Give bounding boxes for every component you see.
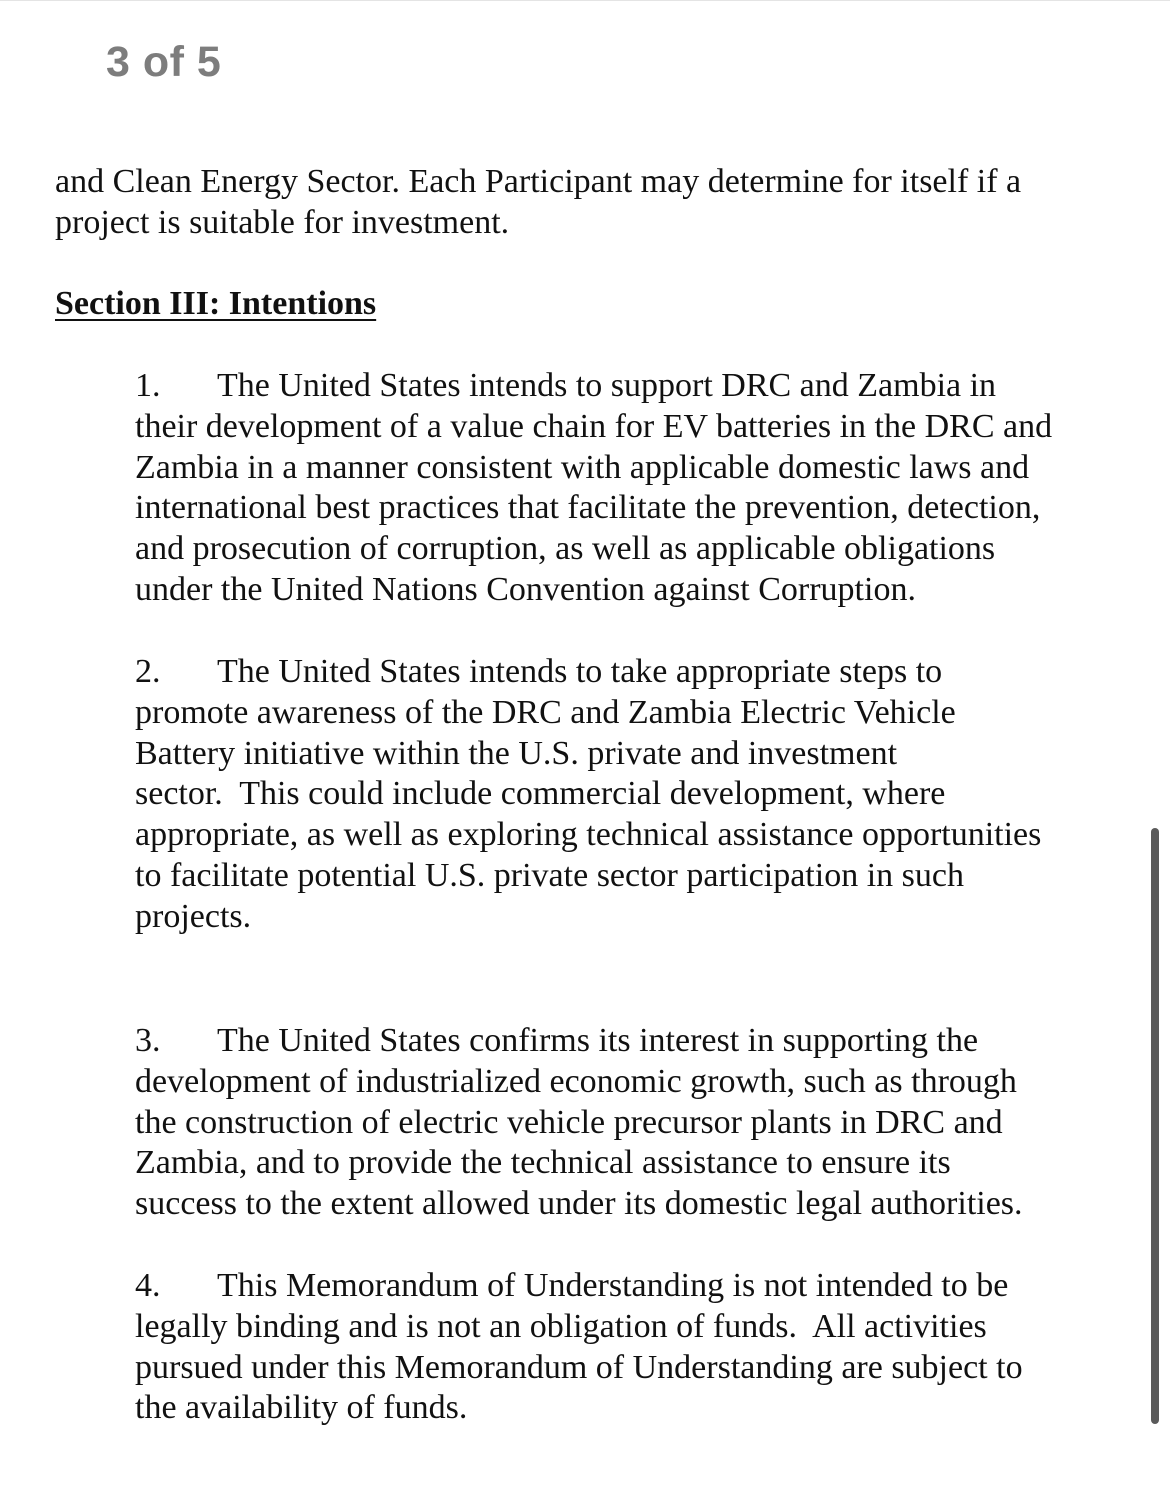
page-indicator: 3 of 5 <box>106 38 222 86</box>
text-line: projects. <box>135 897 252 935</box>
intention-item-3 <box>135 1021 1023 1225</box>
text-line: project is suitable for investment. <box>55 203 510 241</box>
vertical-scrollbar[interactable] <box>1151 828 1159 1424</box>
text-line: appropriate, as well as exploring technical assistance opportunities <box>135 816 1042 854</box>
intention-item-4 <box>135 1266 1023 1429</box>
text-line: pursued under this Memorandum of Understanding are subject to <box>135 1348 1023 1386</box>
text-line: legally binding and is not an obligation of funds. All activities <box>135 1307 987 1345</box>
item-number: 3. <box>135 1022 161 1059</box>
text-line: to facilitate potential U.S. private sector participation in such <box>135 856 964 894</box>
item-first-line <box>135 1021 1023 1062</box>
item-first-line <box>135 652 1041 693</box>
text-line: under the United Nations Convention against Corruption. <box>135 570 916 608</box>
item-first-line <box>135 366 1052 407</box>
intention-item-1 <box>135 366 1052 611</box>
text-line: and prosecution of corruption, as well as applicable obligations <box>135 530 996 568</box>
text-line: The United States intends to support DRC and Zambia in <box>217 367 997 404</box>
text-line: the availability of funds. <box>135 1389 468 1427</box>
text-line: The United States intends to take appropriate steps to <box>217 653 943 690</box>
text-line: Battery initiative within the U.S. private and investment <box>135 734 898 772</box>
item-number: 2. <box>135 653 161 690</box>
item-first-line <box>135 1266 1023 1307</box>
text-line: sector. This could include commercial development, where <box>135 775 946 813</box>
text-line: The United States confirms its interest in supporting the <box>217 1022 979 1059</box>
text-line: Zambia in a manner consistent with applicable domestic laws and <box>135 448 1030 486</box>
text-line: international best practices that facilitate the prevention, detection, <box>135 489 1041 527</box>
intro-paragraph <box>55 162 1021 244</box>
text-line: the construction of electric vehicle precursor plants in DRC and <box>135 1103 1003 1141</box>
text-line: their development of a value chain for EV batteries in the DRC and <box>135 407 1053 445</box>
text-line: Zambia, and to provide the technical assistance to ensure its <box>135 1144 951 1182</box>
text-line: promote awareness of the DRC and Zambia Electric Vehicle <box>135 693 956 731</box>
text-line: and Clean Energy Sector. Each Participant may determine for itself if a <box>55 163 1022 200</box>
text-line: development of industrialized economic growth, such as through <box>135 1062 1017 1100</box>
intention-item-2 <box>135 652 1041 938</box>
item-number: 1. <box>135 367 161 404</box>
text-line: success to the extent allowed under its domestic legal authorities. <box>135 1185 1023 1223</box>
item-number: 4. <box>135 1267 161 1304</box>
section-heading: Section III: Intentions <box>55 285 377 322</box>
text-line: This Memorandum of Understanding is not intended to be <box>217 1267 1009 1304</box>
